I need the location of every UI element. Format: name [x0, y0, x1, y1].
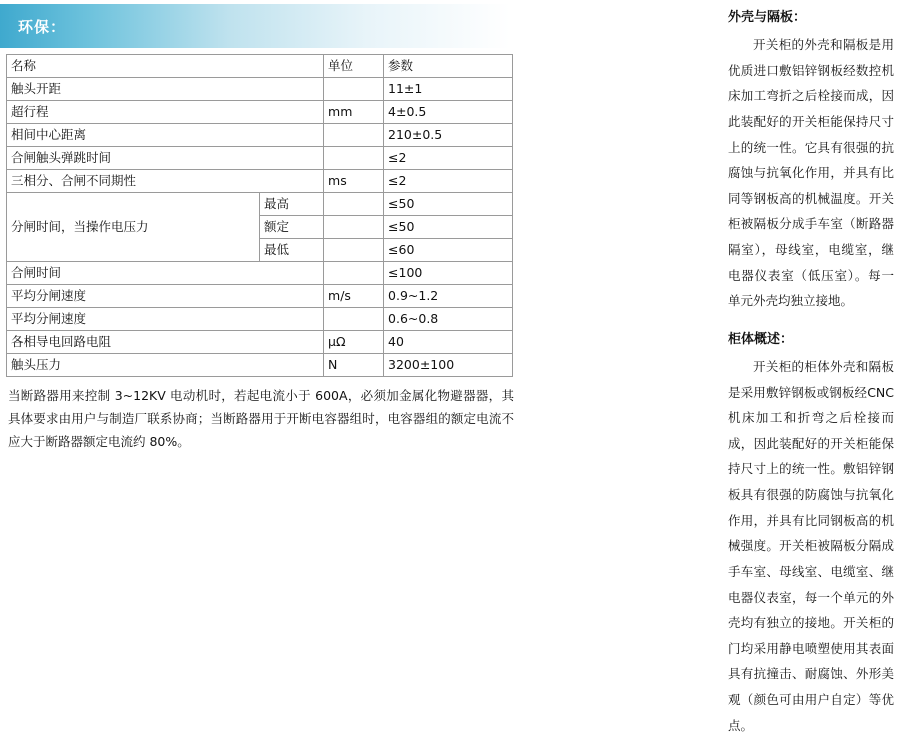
table-row — [7, 147, 513, 170]
table-header-row — [7, 55, 513, 78]
section-body-cabinet: 开关柜的柜体外壳和隔板是采用敷锌钢板或钢板经CNC机床加工和折弯之后栓接而成，因此装配好的开关柜能保持尺寸上的统一性。敷铝锌钢板具有很强的防腐蚀与抗氧化作用，并具有比同钢板高的机械强度。开关柜被隔板分隔成手车室、母线室、电缆室、继电器仪表室，每一个单元的外壳均有独立的接地。开关柜的门均采用静电喷塑使用其表面具有抗撞击、耐腐蚀、外形美观（颜色可由用户自定）等优点。 — [728, 358, 894, 733]
header-name: 名称 — [7, 55, 324, 78]
row-unit — [324, 78, 384, 101]
right-column — [728, 0, 900, 733]
table-row — [7, 285, 513, 308]
table-row — [7, 262, 513, 285]
row-unit: ms — [324, 170, 384, 193]
left-column — [0, 0, 520, 466]
row-value: ≤50 — [384, 216, 513, 239]
row-value: ≤2 — [384, 170, 513, 193]
row-name: 平均分闸速度 — [7, 285, 324, 308]
row-value: ≤60 — [384, 239, 513, 262]
row-name: 各相导电回路电阻 — [7, 331, 324, 354]
table-row — [7, 78, 513, 101]
table-row — [7, 124, 513, 147]
section-title-enclosure: 外壳与隔板： — [728, 10, 807, 25]
row-unit: m/s — [324, 285, 384, 308]
row-unit — [324, 308, 384, 331]
table-row — [7, 308, 513, 331]
header-unit: 单位 — [324, 55, 384, 78]
row-name: 平均分闸速度 — [7, 308, 324, 331]
row-subname: 额定 — [260, 216, 324, 239]
row-name: 触头开距 — [7, 78, 324, 101]
row-subname: 最高 — [260, 193, 324, 216]
section-title-cabinet: 柜体概述： — [728, 331, 794, 347]
row-unit — [324, 239, 384, 262]
row-name: 合闸触头弹跳时间 — [7, 147, 324, 170]
row-value: ≤2 — [384, 147, 513, 170]
row-unit: mm — [324, 101, 384, 124]
row-name: 触头压力 — [7, 354, 324, 377]
header-param: 参数 — [384, 55, 513, 78]
row-unit — [324, 124, 384, 147]
row-name: 超行程 — [7, 101, 324, 124]
row-unit — [324, 147, 384, 170]
section-body-enclosure: 开关柜的外壳和隔板是用优质进口敷铝锌钢板经数控机床加工弯折之后栓接而成，因此装配好的开关柜能保持尺寸上的统一性。它具有很强的抗腐蚀与抗氧化作用，并具有比同等钢板高的机械温度。开关柜被隔板分成手车室（断路器隔室），母线室，电缆室，继电器仪表室（低压室）。每一单元外壳均独立接地。 — [728, 37, 894, 309]
row-unit — [324, 193, 384, 216]
table-row — [7, 193, 513, 216]
row-name: 分闸时间，当操作电压力 — [7, 193, 260, 262]
table-row — [7, 101, 513, 124]
table-footnote: 当断路器用来控制 3~12KV 电动机时，若起电流小于 600A，必须加金属化物避器器，其具体要求由用户与制造厂联系协商；当断路器用于开断电容器组时，电容器组的额定电流不应大于断路器额定电流约 80%。 — [8, 388, 514, 450]
banner-title: 环保： — [18, 17, 67, 36]
row-unit — [324, 262, 384, 285]
table-row — [7, 170, 513, 193]
section-banner — [0, 4, 510, 48]
row-unit: N — [324, 354, 384, 377]
row-unit: μΩ — [324, 331, 384, 354]
row-value: 0.9~1.2 — [384, 285, 513, 308]
row-name: 合闸时间 — [7, 262, 324, 285]
row-value: 0.6~0.8 — [384, 308, 513, 331]
row-value: ≤100 — [384, 262, 513, 285]
table-row — [7, 331, 513, 354]
row-value: ≤50 — [384, 193, 513, 216]
row-value: 40 — [384, 331, 513, 354]
row-name: 相间中心距离 — [7, 124, 324, 147]
row-value: 4±0.5 — [384, 101, 513, 124]
row-name: 三相分、合闸不同期性 — [7, 170, 324, 193]
table-row — [7, 354, 513, 377]
row-unit — [324, 216, 384, 239]
row-value: 3200±100 — [384, 354, 513, 377]
row-value: 210±0.5 — [384, 124, 513, 147]
row-subname: 最低 — [260, 239, 324, 262]
row-value: 11±1 — [384, 78, 513, 101]
specification-table — [6, 54, 513, 377]
